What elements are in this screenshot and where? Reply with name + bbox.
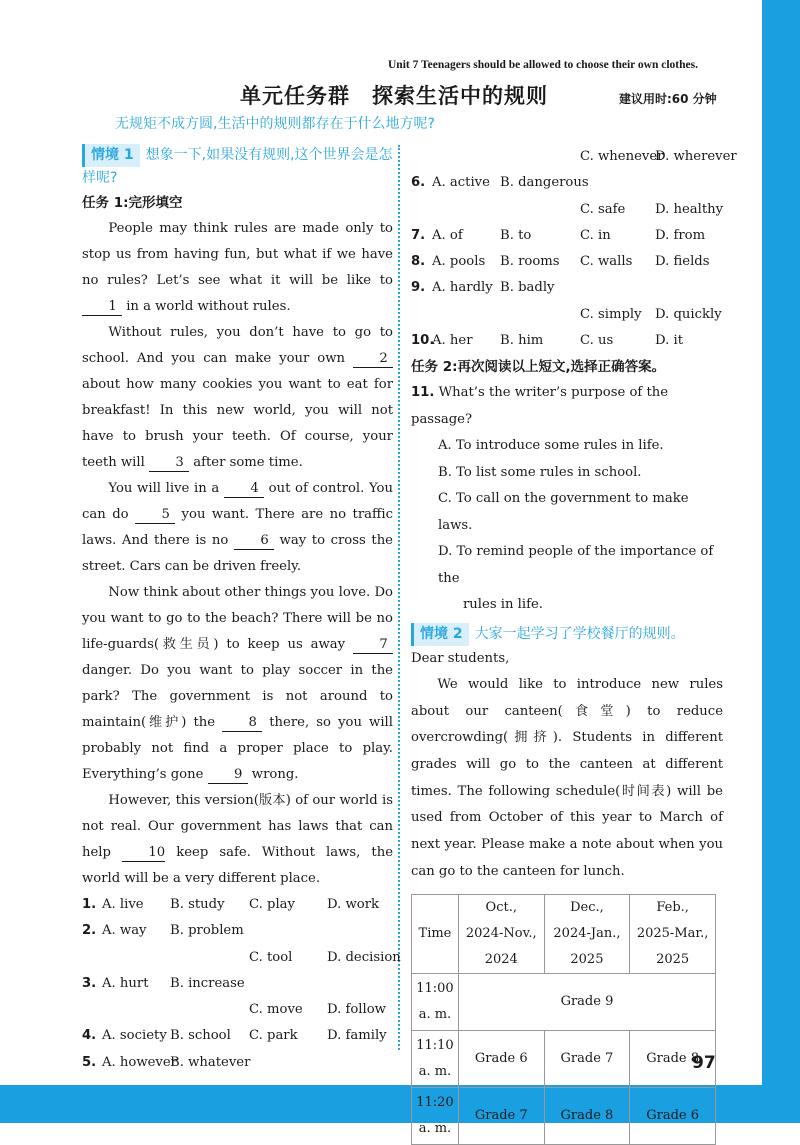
- cloze-passage: [82, 216, 393, 892]
- option-number: 10.: [411, 333, 435, 349]
- schedule-time: 11:20 a. m.: [412, 1087, 459, 1144]
- option-b: B. whatever: [170, 1054, 251, 1070]
- passage-text: out of control. You can do: [82, 481, 393, 522]
- schedule-cell: Grade 6: [458, 1030, 544, 1087]
- passage-text: Without rules, you don’t have to go to school. And you can make your own: [82, 325, 393, 366]
- passage-paragraph: [82, 788, 393, 892]
- schedule-cell-merged: Grade 9: [458, 973, 715, 1030]
- option-b: B. school: [170, 1028, 231, 1044]
- option-line: [411, 223, 723, 249]
- passage-text: about how many cookies you want to eat for breakfast! In this new world, you will not have to brush your teeth. Of course, your teeth will: [82, 377, 393, 470]
- schedule-cell: Grade 6: [630, 1087, 716, 1144]
- option-c: C. tool: [249, 949, 293, 965]
- schedule-head-period-3: Feb., 2025-Mar., 2025: [630, 894, 716, 973]
- option-c: C. safe: [580, 201, 626, 217]
- passage-text: way to cross the street. Cars can be driven freely.: [82, 533, 393, 574]
- passage-text: keep safe. Without laws, the world will be a very different place.: [82, 845, 393, 886]
- option-number: 7.: [411, 227, 426, 243]
- schedule-row: [412, 1087, 716, 1144]
- option-d: D. fields: [655, 254, 710, 270]
- schedule-head-period-1: Oct., 2024-Nov., 2024: [458, 894, 544, 973]
- context-1: [82, 144, 393, 190]
- cloze-blank: 6: [234, 533, 274, 550]
- canteen-schedule-table: [411, 894, 716, 1145]
- question-11: [411, 380, 723, 433]
- option-line: [82, 971, 393, 997]
- cloze-blank: 3: [149, 455, 189, 472]
- option-line: [411, 170, 723, 196]
- option-d: D. from: [655, 227, 706, 243]
- schedule-cell: Grade 7: [544, 1030, 630, 1087]
- question-11-text: What’s the writer’s purpose of the passage?: [411, 385, 669, 427]
- title-part-1: 单元任务群: [240, 84, 350, 108]
- option-d: D. healthy: [655, 201, 724, 217]
- context-2: [411, 623, 723, 646]
- task-1-title: 任务 1:完形填空: [82, 195, 183, 211]
- schedule-row: [412, 1030, 716, 1087]
- cloze-blank: 10: [122, 845, 165, 862]
- question-11-option-a: A. To introduce some rules in life.: [438, 438, 664, 454]
- option-b: B. dangerous: [500, 175, 589, 191]
- passage-text: You will live in a: [108, 481, 224, 496]
- option-number: 6.: [411, 175, 426, 191]
- option-c: C. move: [249, 1002, 303, 1018]
- option-c: C. park: [249, 1028, 298, 1044]
- option-a: A. however: [102, 1054, 177, 1070]
- cloze-blank: 9: [208, 767, 248, 784]
- option-number: 2.: [82, 923, 97, 939]
- passage-text: in a world without rules.: [122, 299, 291, 314]
- option-a: A. hardly: [432, 280, 493, 296]
- option-c: C. simply: [580, 306, 642, 322]
- subtitle: 无规矩不成方圆,生活中的规则都存在于什么地方呢?: [115, 116, 435, 132]
- option-a: A. active: [432, 175, 490, 191]
- option-b: B. increase: [170, 975, 245, 991]
- options-left: [82, 892, 401, 1076]
- option-c: C. walls: [580, 254, 633, 270]
- left-column: [82, 144, 401, 1076]
- option-number: 9.: [411, 280, 426, 296]
- passage-text: there, so you will probably not find a proper place to play. Everything’s gone: [82, 715, 393, 782]
- question-11-option-c: C. To call on the government to make laws.: [438, 491, 689, 533]
- option-number: 5.: [82, 1054, 97, 1070]
- option-line: [411, 275, 723, 301]
- option-line: [411, 249, 723, 275]
- question-11-number: 11.: [411, 385, 435, 401]
- option-d: D. it: [655, 333, 684, 349]
- option-d: D. family: [327, 1028, 387, 1044]
- passage-paragraph: [82, 320, 393, 476]
- option-c: C. in: [580, 227, 611, 243]
- page-title: [240, 80, 548, 110]
- option-d: D. follow: [327, 1002, 386, 1018]
- column-divider: [398, 145, 400, 1050]
- question-11-option-b: B. To list some rules in school.: [438, 464, 642, 480]
- option-line: [82, 1050, 393, 1076]
- suggested-time: 建议用时:60 分钟: [619, 92, 717, 106]
- passage-text: you want. There are no traffic laws. And there is no: [82, 507, 393, 548]
- option-line: [82, 892, 393, 918]
- option-line: [411, 328, 723, 354]
- option-b: B. problem: [170, 923, 244, 939]
- question-11-option-d: D. To remind people of the importance of the: [438, 544, 714, 586]
- passage-text: However, this version(版本) of our world is not real. Our government has laws that can help: [82, 793, 393, 860]
- schedule-cell: Grade 8: [544, 1087, 630, 1144]
- option-line: [411, 144, 737, 170]
- unit-header: Unit 7 Teenagers should be allowed to choose their own clothes.: [388, 59, 698, 71]
- title-part-2: 探索生活中的规则: [372, 84, 548, 108]
- cloze-blank: 1: [82, 299, 122, 316]
- option-b: B. rooms: [500, 254, 560, 270]
- passage-text: danger. Do you want to play soccer in the park? The government is not around to maintain(维护) the: [82, 663, 393, 730]
- option-d: D. quickly: [655, 306, 722, 322]
- option-number: 8.: [411, 254, 426, 270]
- option-number: 1.: [82, 897, 97, 912]
- passage-text: after some time.: [189, 455, 303, 470]
- option-b: B. to: [500, 227, 532, 243]
- passage-paragraph: [82, 476, 393, 580]
- context-2-text: 大家一起学习了学校餐厅的规则。: [474, 625, 685, 642]
- option-b: B. badly: [500, 280, 555, 296]
- context-1-tag: 情境 1: [82, 144, 140, 167]
- right-column: [411, 144, 737, 1145]
- letter-greeting: Dear students,: [411, 650, 510, 666]
- cloze-blank: 7: [353, 637, 393, 654]
- cloze-blank: 8: [222, 715, 262, 732]
- schedule-head-time: Time: [412, 894, 459, 973]
- option-a: A. of: [432, 227, 463, 243]
- option-b: B. him: [500, 333, 544, 349]
- option-d: D. work: [327, 897, 380, 912]
- option-line: [411, 197, 723, 223]
- context-1-text: 想象一下,如果没有规则,这个世界会是怎样呢?: [82, 147, 393, 186]
- option-a: A. society: [102, 1028, 167, 1044]
- cloze-blank: 4: [224, 481, 264, 498]
- schedule-row: [412, 973, 716, 1030]
- option-number: 3.: [82, 975, 97, 991]
- passage-paragraph: [82, 580, 393, 788]
- option-line: [82, 1023, 393, 1049]
- passage-text: wrong.: [247, 767, 299, 782]
- schedule-cell: Grade 7: [458, 1087, 544, 1144]
- task-2-title: 任务 2:再次阅读以上短文,选择正确答案。: [411, 359, 666, 376]
- option-a: A. her: [432, 333, 473, 349]
- option-c: C. us: [580, 333, 614, 349]
- option-a: A. way: [102, 923, 147, 939]
- option-line: [82, 997, 393, 1023]
- context-2-tag: 情境 2: [411, 623, 469, 646]
- cloze-blank: 5: [135, 507, 175, 524]
- option-d: D. wherever: [655, 149, 737, 164]
- schedule-cell: Grade 8: [630, 1030, 716, 1087]
- page-number: 97: [692, 1053, 716, 1073]
- option-number: 4.: [82, 1028, 97, 1044]
- option-line: [411, 302, 723, 328]
- option-b: B. study: [170, 897, 225, 912]
- passage-paragraph: [82, 216, 393, 320]
- passage-text: Now think about other things you love. Do you want to go to the beach? There will be no life-guards(救生员) to keep us away: [82, 585, 393, 652]
- options-right: [411, 144, 737, 354]
- option-c: C. play: [249, 897, 295, 912]
- schedule-time: 11:10 a. m.: [412, 1030, 459, 1087]
- option-a: A. live: [102, 897, 144, 912]
- schedule-time: 11:00 a. m.: [412, 973, 459, 1030]
- option-a: A. hurt: [102, 975, 149, 991]
- schedule-head-period-2: Dec., 2024-Jan., 2025: [544, 894, 630, 973]
- option-line: [82, 918, 393, 944]
- schedule-header-row: [412, 894, 716, 973]
- option-c: C. whenever: [580, 149, 664, 164]
- right-color-band: [762, 0, 800, 1123]
- option-a: A. pools: [432, 254, 486, 270]
- question-11-option-d-cont: rules in life.: [463, 597, 543, 613]
- option-d: D. decision: [327, 949, 401, 965]
- letter-body: We would like to introduce new rules about our canteen(食堂) to reduce overcrowding(拥挤). Students in different grades will go to the canteen at different times. The following schedule(时间表) will be used from October of this year to March of next year. Please make a note about when you can go to the canteen for lunch.: [411, 676, 723, 879]
- passage-text: People may think rules are made only to stop us from having fun, but what if we have no rules? Let’s see what it will be like to: [82, 221, 393, 288]
- option-line: [82, 945, 401, 971]
- cloze-blank: 2: [353, 351, 393, 368]
